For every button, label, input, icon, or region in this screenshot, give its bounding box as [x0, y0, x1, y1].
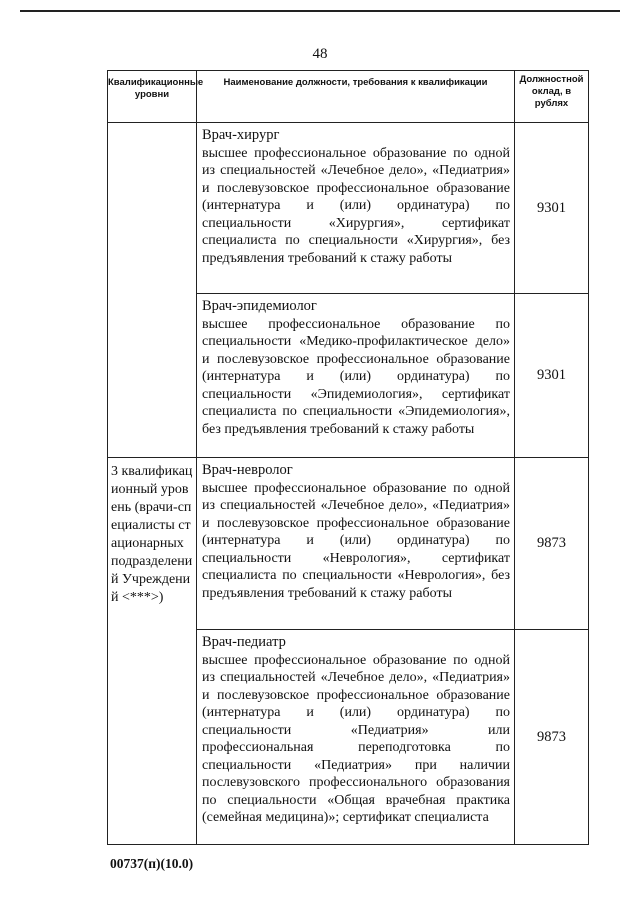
- top-rule: [20, 10, 620, 12]
- position-title: Врач-хирург: [202, 127, 280, 143]
- level-cell-empty: [108, 123, 197, 458]
- position-cell: [197, 294, 515, 458]
- position-title: Врач-педиатр: [202, 634, 286, 650]
- position-requirements: высшее профессиональное образование по одной из специальностей «Лечебное дело», «Педиатрия» и послевузовское профессиональное образование (интернатура и (или) ординатура) по специальности «Хирургия», сертификат специалиста по специальности «Хирургия», без предъявления требований к стажу работы: [202, 145, 510, 266]
- position-title: Врач-эпидемиолог: [202, 298, 317, 314]
- header-level: Квалификационные уровни: [108, 71, 197, 123]
- qualification-table: [107, 70, 589, 845]
- document-code: 00737(п)(10.0): [110, 856, 194, 871]
- position-cell: [197, 123, 515, 294]
- header-position: Наименование должности, требования к квалификации: [197, 71, 515, 123]
- position-title: Врач-невролог: [202, 462, 293, 478]
- table-header-row: [108, 71, 589, 123]
- table-row: [108, 123, 589, 294]
- header-salary: Должностной оклад, в рублях: [515, 71, 589, 123]
- page-number: 48: [312, 46, 328, 62]
- salary-cell: 9301: [515, 294, 589, 458]
- salary-cell: 9301: [515, 123, 589, 294]
- position-cell: [197, 630, 515, 845]
- level-cell: 3 квалификационный уровень (врачи-специалисты стационарных подразделений Учреждений <***>): [108, 458, 197, 845]
- position-requirements: высшее профессиональное образование по специальности «Медико-профилактическое дело» и послевузовское профессиональное образование (интернатура и (или) ординатура) по специальности «Эпидемиология», сертификат специалиста по специальности «Эпидемиология», без предъявления требований к стажу работы: [202, 316, 510, 437]
- position-requirements: высшее профессиональное образование по одной из специальностей «Лечебное дело», «Педиатрия» и послевузовское профессиональное образование (интернатура и (или) ординатура) по специальности «Педиатрия» или профессиональная переподготовка по специальности «Педиатрия» при наличии послевузовского профессионального образования по специальности «Общая врачебная практика (семейная медицина)»; сертификат специалиста: [202, 652, 510, 825]
- position-requirements: высшее профессиональное образование по одной из специальностей «Лечебное дело», «Педиатрия» и послевузовское профессиональное образование (интернатура и (или) ординатура) по специальности «Неврология», сертификат специалиста по специальности «Неврология», без предъявления требований к стажу работы: [202, 480, 510, 601]
- salary-cell: 9873: [515, 630, 589, 845]
- salary-cell: 9873: [515, 458, 589, 630]
- position-cell: [197, 458, 515, 630]
- table-row: [108, 458, 589, 630]
